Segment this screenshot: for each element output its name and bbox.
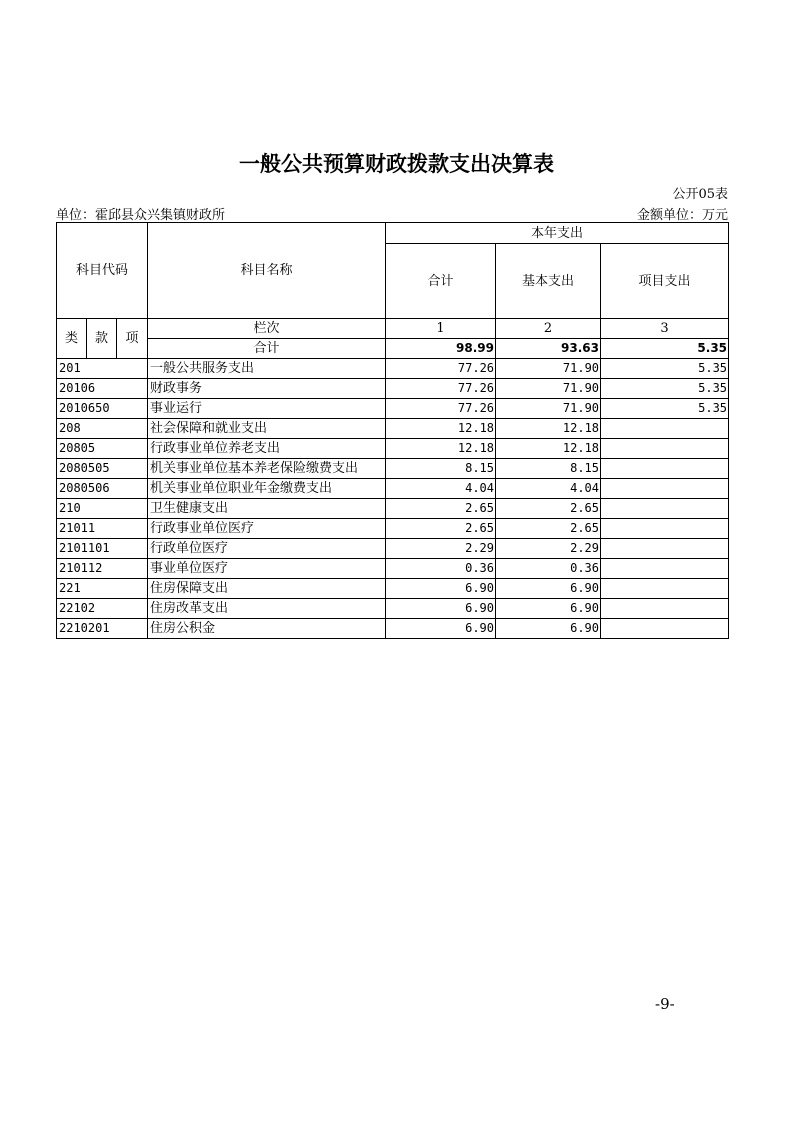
table-row: [57, 499, 729, 519]
row-name: 财政事务: [148, 379, 386, 399]
header-total: 合计: [386, 244, 496, 319]
table-row: [57, 519, 729, 539]
header-name: 科目名称: [148, 223, 386, 319]
row-name: 一般公共服务支出: [148, 359, 386, 379]
row-project: [601, 599, 729, 619]
row-basic: 71.90: [496, 359, 601, 379]
page-number: -9-: [655, 995, 675, 1013]
row-project: [601, 459, 729, 479]
row-code: 210: [57, 499, 148, 519]
row-basic: 0.36: [496, 559, 601, 579]
row-basic: 12.18: [496, 419, 601, 439]
row-total: 2.65: [386, 519, 496, 539]
row-total: 77.26: [386, 399, 496, 419]
table-row: [57, 399, 729, 419]
row-total: 8.15: [386, 459, 496, 479]
row-basic: 71.90: [496, 399, 601, 419]
row-project: 5.35: [601, 379, 729, 399]
column-order-row: [57, 319, 729, 339]
table-row: [57, 359, 729, 379]
header-xiang: 项: [117, 319, 148, 359]
row-total: 6.90: [386, 599, 496, 619]
row-total: 4.04: [386, 479, 496, 499]
row-code: 2080505: [57, 459, 148, 479]
row-code: 21011: [57, 519, 148, 539]
row-basic: 2.29: [496, 539, 601, 559]
row-name: 机关事业单位基本养老保险缴费支出: [148, 459, 386, 479]
row-total: 2.65: [386, 499, 496, 519]
table-row: [57, 599, 729, 619]
row-name: 住房保障支出: [148, 579, 386, 599]
table-row: [57, 579, 729, 599]
row-basic: 2.65: [496, 519, 601, 539]
row-code: 2210201: [57, 619, 148, 639]
table-row: [57, 479, 729, 499]
total-label: 合计: [148, 339, 386, 359]
header-col2: 2: [496, 319, 601, 339]
row-name: 行政事业单位养老支出: [148, 439, 386, 459]
header-basic: 基本支出: [496, 244, 601, 319]
row-basic: 71.90: [496, 379, 601, 399]
row-total: 6.90: [386, 579, 496, 599]
header-row-1: [57, 223, 729, 244]
row-code: 20805: [57, 439, 148, 459]
table-row: [57, 439, 729, 459]
row-name: 住房公积金: [148, 619, 386, 639]
row-project: [601, 519, 729, 539]
header-kuan: 款: [87, 319, 117, 359]
unit-label: 单位：霍邱县众兴集镇财政所: [56, 208, 226, 223]
header-code: 科目代码: [57, 223, 148, 319]
row-project: [601, 419, 729, 439]
header-column-order: 栏次: [148, 319, 386, 339]
total-row: [57, 339, 729, 359]
row-code: 20106: [57, 379, 148, 399]
row-code: 2010650: [57, 399, 148, 419]
row-total: 12.18: [386, 439, 496, 459]
header-col1: 1: [386, 319, 496, 339]
row-name: 行政事业单位医疗: [148, 519, 386, 539]
page-title: 一般公共预算财政拨款支出决算表: [239, 152, 554, 176]
row-basic: 4.04: [496, 479, 601, 499]
row-total: 6.90: [386, 619, 496, 639]
table-row: [57, 539, 729, 559]
row-name: 住房改革支出: [148, 599, 386, 619]
header-project: 项目支出: [601, 244, 729, 319]
unit-row: [56, 204, 728, 223]
header-lei: 类: [57, 319, 87, 359]
row-total: 77.26: [386, 359, 496, 379]
row-total: 0.36: [386, 559, 496, 579]
total-project: 5.35: [601, 339, 729, 359]
row-project: [601, 559, 729, 579]
row-basic: 8.15: [496, 459, 601, 479]
row-project: [601, 479, 729, 499]
row-project: [601, 439, 729, 459]
row-total: 12.18: [386, 419, 496, 439]
header-current-year: 本年支出: [386, 223, 729, 244]
row-total: 77.26: [386, 379, 496, 399]
table-row: [57, 459, 729, 479]
amount-unit-label: 金额单位：万元: [636, 208, 728, 223]
row-project: 5.35: [601, 359, 729, 379]
row-code: 221: [57, 579, 148, 599]
table-row: [57, 559, 729, 579]
row-name: 事业运行: [148, 399, 386, 419]
row-code: 2080506: [57, 479, 148, 499]
row-code: 208: [57, 419, 148, 439]
expenditure-table: [56, 222, 729, 639]
row-name: 机关事业单位职业年金缴费支出: [148, 479, 386, 499]
row-basic: 2.65: [496, 499, 601, 519]
row-basic: 6.90: [496, 579, 601, 599]
form-number: 公开05表: [672, 187, 728, 202]
row-basic: 12.18: [496, 439, 601, 459]
total-amount: 98.99: [386, 339, 496, 359]
row-project: [601, 499, 729, 519]
row-project: [601, 539, 729, 559]
row-code: 201: [57, 359, 148, 379]
row-name: 事业单位医疗: [148, 559, 386, 579]
row-basic: 6.90: [496, 619, 601, 639]
table-row: [57, 419, 729, 439]
row-name: 行政单位医疗: [148, 539, 386, 559]
row-code: 2101101: [57, 539, 148, 559]
row-code: 22102: [57, 599, 148, 619]
row-name: 卫生健康支出: [148, 499, 386, 519]
row-basic: 6.90: [496, 599, 601, 619]
table-row: [57, 619, 729, 639]
row-code: 210112: [57, 559, 148, 579]
row-project: [601, 619, 729, 639]
row-project: 5.35: [601, 399, 729, 419]
row-project: [601, 579, 729, 599]
row-total: 2.29: [386, 539, 496, 559]
row-name: 社会保障和就业支出: [148, 419, 386, 439]
table-row: [57, 379, 729, 399]
header-col3: 3: [601, 319, 729, 339]
total-basic: 93.63: [496, 339, 601, 359]
